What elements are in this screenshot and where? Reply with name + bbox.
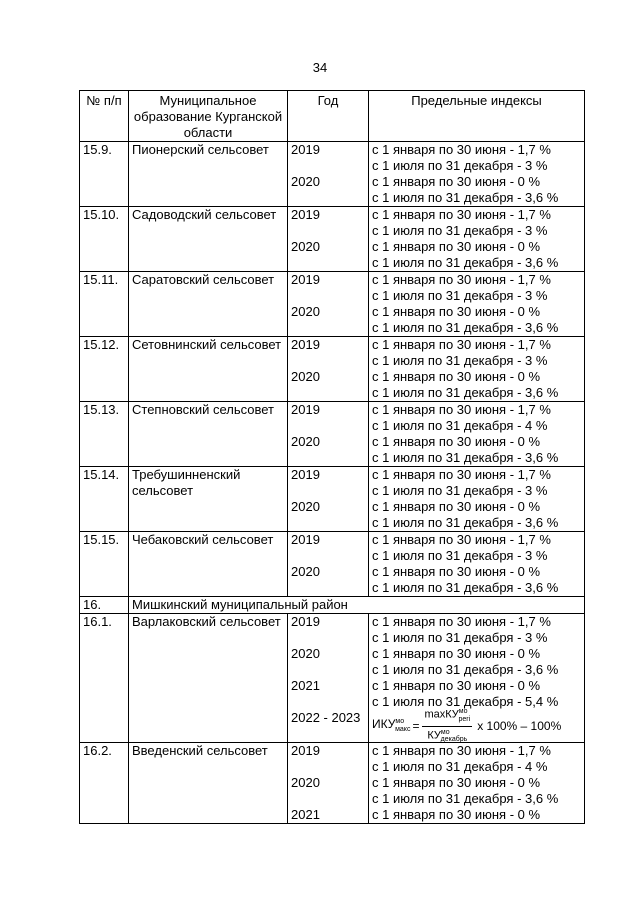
- year-value: 2019: [291, 207, 320, 222]
- year-spacer: [291, 791, 365, 807]
- row-number: 15.15.: [80, 532, 129, 597]
- municipality-name: Сетовнинский сельсовет: [129, 337, 288, 402]
- year-spacer: [291, 662, 365, 678]
- indices-cell: [369, 272, 585, 337]
- indices-cell: [369, 402, 585, 467]
- year-cell: [288, 337, 369, 402]
- index-line: с 1 января по 30 июня - 1,7 %: [372, 743, 551, 758]
- row-number: 15.13.: [80, 402, 129, 467]
- index-line: с 1 июля по 31 декабря - 4 %: [372, 759, 548, 774]
- row-number: 15.14.: [80, 467, 129, 532]
- year-value: 2019: [291, 743, 320, 758]
- year-spacer: [291, 190, 365, 206]
- municipality-name: Чебаковский сельсовет: [129, 532, 288, 597]
- year-spacer: [291, 630, 365, 646]
- header-num: № п/п: [80, 91, 129, 142]
- index-line: с 1 июля по 31 декабря - 5,4 %: [372, 694, 559, 709]
- index-line: с 1 января по 30 июня - 1,7 %: [372, 614, 551, 629]
- year-spacer: [291, 353, 365, 369]
- index-line: с 1 июля по 31 декабря - 3,6 %: [372, 190, 559, 205]
- year-value: 2020: [291, 499, 320, 514]
- municipality-name: Требушинненский сельсовет: [129, 467, 288, 532]
- municipality-name: Введенский сельсовет: [129, 743, 288, 824]
- header-indices: Предельные индексы: [369, 91, 585, 142]
- municipality-name: Садоводский сельсовет: [129, 207, 288, 272]
- year-value: 2019: [291, 402, 320, 417]
- year-spacer: [291, 223, 365, 239]
- table-row: [80, 402, 585, 467]
- row-number: 16.1.: [80, 614, 129, 743]
- index-line: с 1 июля по 31 декабря - 3 %: [372, 353, 548, 368]
- year-value: 2019: [291, 532, 320, 547]
- formula-rest: x 100% – 100%: [477, 719, 562, 733]
- formula-equals: =: [412, 719, 420, 733]
- index-line: с 1 января по 30 июня - 1,7 %: [372, 402, 551, 417]
- table-row: [80, 337, 585, 402]
- indices-cell: [369, 614, 585, 743]
- year-value: 2020: [291, 304, 320, 319]
- indices-cell: [369, 207, 585, 272]
- municipality-name: Степновский сельсовет: [129, 402, 288, 467]
- year-value: 2021: [291, 678, 320, 693]
- indices-cell: [369, 467, 585, 532]
- year-value: 2020: [291, 434, 320, 449]
- index-formula: [372, 707, 581, 744]
- table-row: [80, 532, 585, 597]
- municipality-name: Саратовский сельсовет: [129, 272, 288, 337]
- year-cell: [288, 743, 369, 824]
- index-line: с 1 июля по 31 декабря - 3 %: [372, 158, 548, 173]
- index-line: с 1 января по 30 июня - 0 %: [372, 499, 541, 514]
- index-line: с 1 января по 30 июня - 0 %: [372, 775, 541, 790]
- indices-cell: [369, 532, 585, 597]
- index-line: с 1 января по 30 июня - 1,7 %: [372, 207, 551, 222]
- year-spacer: [291, 385, 365, 401]
- year-spacer: [291, 418, 365, 434]
- table-header-row: [80, 91, 585, 142]
- index-line: с 1 января по 30 июня - 0 %: [372, 239, 541, 254]
- index-line: с 1 января по 30 июня - 1,7 %: [372, 142, 551, 157]
- index-line: с 1 января по 30 июня - 0 %: [372, 807, 541, 822]
- table-row: [80, 207, 585, 272]
- year-spacer: [291, 580, 365, 596]
- year-value: 2021: [291, 807, 320, 822]
- year-value: 2020: [291, 174, 320, 189]
- year-spacer: [291, 450, 365, 466]
- year-spacer: [291, 158, 365, 174]
- table-row: [80, 467, 585, 532]
- year-spacer: [291, 515, 365, 531]
- index-line: с 1 января по 30 июня - 1,7 %: [372, 532, 551, 547]
- year-value: 2022 - 2023: [291, 710, 361, 725]
- header-year: Год: [288, 91, 369, 142]
- index-line: с 1 июля по 31 декабря - 3,6 %: [372, 580, 559, 595]
- district-number: 16.: [80, 597, 129, 614]
- index-line: с 1 января по 30 июня - 0 %: [372, 304, 541, 319]
- index-line: с 1 января по 30 июня - 1,7 %: [372, 467, 551, 482]
- municipality-name: Варлаковский сельсовет: [129, 614, 288, 743]
- index-line: с 1 июля по 31 декабря - 3 %: [372, 288, 548, 303]
- year-value: 2020: [291, 646, 320, 661]
- district-name: Мишкинский муниципальный район: [129, 597, 585, 614]
- table-row: [80, 272, 585, 337]
- year-cell: [288, 272, 369, 337]
- row-number: 15.12.: [80, 337, 129, 402]
- index-line: с 1 января по 30 июня - 0 %: [372, 646, 541, 661]
- header-municipality: Муниципальное образование Курганской области: [129, 91, 288, 142]
- index-line: с 1 июля по 31 декабря - 3,6 %: [372, 662, 559, 677]
- year-cell: [288, 467, 369, 532]
- index-line: с 1 июля по 31 декабря - 3 %: [372, 483, 548, 498]
- index-line: с 1 июля по 31 декабря - 4 %: [372, 418, 548, 433]
- index-line: с 1 января по 30 июня - 1,7 %: [372, 337, 551, 352]
- year-cell: [288, 614, 369, 743]
- year-cell: [288, 142, 369, 207]
- year-cell: [288, 402, 369, 467]
- index-line: с 1 июля по 31 декабря - 3,6 %: [372, 791, 559, 806]
- index-line: с 1 июля по 31 декабря - 3,6 %: [372, 450, 559, 465]
- year-value: 2019: [291, 142, 320, 157]
- row-number: 16.2.: [80, 743, 129, 824]
- year-spacer: [291, 694, 365, 710]
- index-line: с 1 июля по 31 декабря - 3,6 %: [372, 255, 559, 270]
- formula-fraction: $\frac{\max КУ^{мо}_{peri}}{КУ^{мо}_{декабрь}}$: [424, 707, 471, 744]
- index-line: с 1 января по 30 июня - 0 %: [372, 434, 541, 449]
- year-value: 2020: [291, 369, 320, 384]
- district-row: [80, 597, 585, 614]
- index-line: с 1 января по 30 июня - 0 %: [372, 678, 541, 693]
- index-line: с 1 июля по 31 декабря - 3,6 %: [372, 320, 559, 335]
- year-value: 2019: [291, 614, 320, 629]
- year-value: 2020: [291, 564, 320, 579]
- indices-cell: [369, 743, 585, 824]
- row-number: 15.10.: [80, 207, 129, 272]
- year-spacer: [291, 759, 365, 775]
- page-number: 34: [312, 60, 328, 75]
- index-line: с 1 января по 30 июня - 0 %: [372, 564, 541, 579]
- year-cell: [288, 207, 369, 272]
- index-line: с 1 июля по 31 декабря - 3,6 %: [372, 515, 559, 530]
- index-line: с 1 июля по 31 декабря - 3 %: [372, 223, 548, 238]
- year-spacer: [291, 548, 365, 564]
- index-line: с 1 января по 30 июня - 0 %: [372, 174, 541, 189]
- year-spacer: [291, 255, 365, 271]
- index-line: с 1 июля по 31 декабря - 3 %: [372, 548, 548, 563]
- year-cell: [288, 532, 369, 597]
- index-line: с 1 января по 30 июня - 1,7 %: [372, 272, 551, 287]
- year-value: 2019: [291, 337, 320, 352]
- indices-cell: [369, 337, 585, 402]
- indices-table: [79, 90, 585, 824]
- table-row: [80, 142, 585, 207]
- year-value: 2019: [291, 272, 320, 287]
- municipality-name: Пионерский сельсовет: [129, 142, 288, 207]
- year-spacer: [291, 483, 365, 499]
- index-line: с 1 января по 30 июня - 0 %: [372, 369, 541, 384]
- year-spacer: [291, 288, 365, 304]
- table-row: [80, 614, 585, 743]
- table-row: [80, 743, 585, 824]
- row-number: 15.11.: [80, 272, 129, 337]
- formula-lhs: $ИКУ^{мо}_{макс}$: [372, 716, 411, 734]
- row-number: 15.9.: [80, 142, 129, 207]
- year-value: 2020: [291, 775, 320, 790]
- indices-cell: [369, 142, 585, 207]
- year-spacer: [291, 320, 365, 336]
- year-value: 2020: [291, 239, 320, 254]
- index-line: с 1 июля по 31 декабря - 3 %: [372, 630, 548, 645]
- year-value: 2019: [291, 467, 320, 482]
- index-line: с 1 июля по 31 декабря - 3,6 %: [372, 385, 559, 400]
- table-body: [80, 142, 585, 824]
